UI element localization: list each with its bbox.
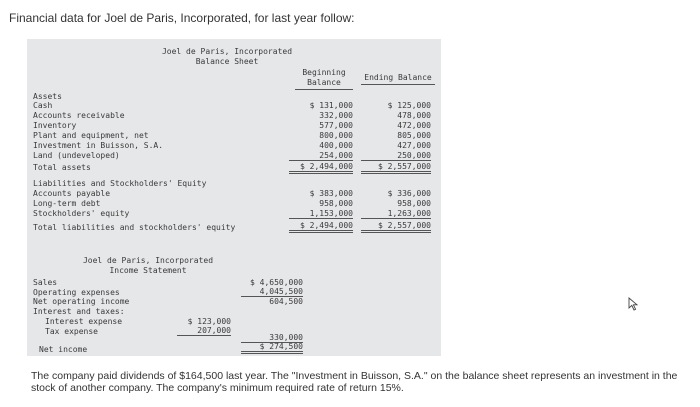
liability-begin: 958,000 (319, 199, 353, 208)
financial-statements-image (27, 39, 441, 356)
asset-end: 478,000 (397, 111, 431, 120)
asset-end: 250,000 (361, 151, 431, 161)
opex-value: 4,045,500 (241, 287, 303, 297)
liability-end: 1,263,000 (361, 209, 431, 219)
asset-end: 805,000 (397, 131, 431, 140)
liability-label: Long-term debt (33, 199, 101, 208)
bs-title: Balance Sheet (195, 57, 259, 66)
mouse-pointer-icon (628, 297, 640, 311)
total-assets-begin: $ 2,494,000 (289, 162, 353, 174)
liability-label: Accounts payable (33, 189, 111, 198)
col-header-ending: Ending Balance (361, 73, 435, 85)
asset-label: Plant and equipment, net (33, 131, 149, 140)
is-company: Joel de Paris, Incorporated (82, 256, 214, 265)
asset-begin: $ 131,000 (309, 101, 353, 110)
liability-begin: $ 383,000 (309, 189, 353, 198)
interest-label: Interest expense (45, 317, 123, 326)
asset-end: $ 125,000 (387, 101, 431, 110)
asset-begin: 332,000 (319, 111, 353, 120)
liability-label: Stockholders' equity (33, 209, 130, 218)
col-header-beginning: Beginning Balance (295, 68, 353, 90)
int-tax-heading: Interest and taxes: (33, 307, 125, 316)
asset-label: Cash (33, 101, 53, 110)
liability-end: 958,000 (397, 199, 431, 208)
liability-end: $ 336,000 (387, 189, 431, 198)
net-income-label: Net income (39, 345, 88, 354)
total-liab-begin: $ 2,494,000 (289, 221, 353, 233)
total-assets-end: $ 2,557,000 (361, 162, 431, 174)
asset-label: Accounts receivable (33, 111, 125, 120)
noi-value: 604,500 (269, 297, 303, 306)
bs-company: Joel de Paris, Incorporated (161, 47, 293, 56)
asset-label: Investment in Buisson, S.A. (33, 141, 164, 150)
total-liab-end: $ 2,557,000 (361, 221, 431, 233)
asset-begin: 800,000 (319, 131, 353, 140)
sales-value: $ 4,650,000 (250, 278, 303, 287)
total-liab-label: Total liabilities and stockholders' equity (33, 223, 236, 232)
int-tax-total: 330,000 (241, 333, 303, 343)
asset-begin: 254,000 (289, 151, 353, 161)
asset-end: 472,000 (397, 121, 431, 130)
opex-label: Operating expenses (33, 288, 120, 297)
sales-label: Sales (33, 278, 58, 287)
total-assets-label: Total assets (33, 163, 91, 172)
problem-prompt: Financial data for Joel de Paris, Incorporated, for last year follow: (9, 11, 355, 25)
tax-label: Tax expense (45, 327, 98, 336)
assets-heading: Assets (33, 92, 62, 101)
asset-begin: 400,000 (319, 141, 353, 150)
liabilities-heading: Liabilities and Stockholders' Equity (33, 179, 207, 188)
interest-value: $ 123,000 (187, 317, 231, 326)
asset-end: 427,000 (397, 141, 431, 150)
net-income-value: $ 274,500 (241, 342, 303, 354)
asset-label: Land (undeveloped) (33, 151, 120, 160)
problem-caption: The company paid dividends of $164,500 last year. The "Investment in Buisson, S.A." on the balance sheet represents an investment in the stock of another company. The company's minimum required rate of return 15%. (31, 370, 678, 394)
is-title: Income Statement (109, 266, 187, 275)
asset-label: Inventory (33, 121, 77, 130)
liability-begin: 1,153,000 (289, 209, 353, 219)
asset-begin: 577,000 (319, 121, 353, 130)
noi-label: Net operating income (33, 297, 130, 306)
tax-value: 207,000 (177, 326, 231, 336)
